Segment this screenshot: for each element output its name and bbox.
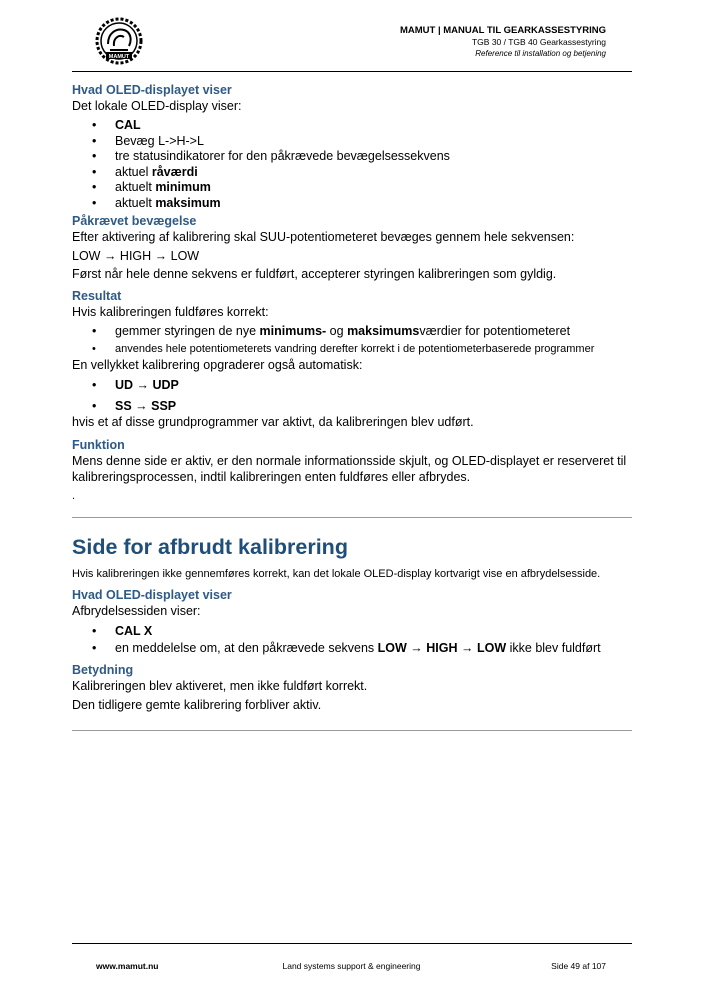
function-heading: Funktion — [72, 438, 125, 452]
list-item: • CAL — [72, 118, 632, 134]
svg-text:MAMUT: MAMUT — [108, 53, 130, 60]
abort-list — [72, 624, 632, 656]
upgrade-list — [72, 378, 632, 414]
page-header — [400, 25, 606, 59]
list-item: • aktuel råværdi — [72, 165, 632, 181]
header-subtitle: TGB 30 / TGB 40 Gearkassestyring — [471, 37, 606, 47]
footer-tagline: Land systems support & engineering — [282, 961, 421, 971]
list-item: • UD → UDP — [72, 378, 632, 394]
upgrade-intro: En vellykket kalibrering opgraderer også automatisk: — [72, 358, 363, 372]
section-divider — [72, 517, 632, 518]
section-divider — [72, 730, 632, 731]
list-item: • aktuelt minimum — [72, 180, 632, 196]
section-intro: Hvis kalibreringen ikke gennemføres korrekt, kan det lokale OLED-display kortvarigt vise en afbrydelsesside. — [72, 568, 601, 580]
list-item: • tre statusindikatorer for den påkrævede bevægelsessekvens — [72, 149, 632, 165]
meaning-text: Kalibreringen blev aktiveret, men ikke fuldført korrekt. — [72, 679, 368, 693]
abort-oled-heading: Hvad OLED-displayet viser — [72, 588, 232, 602]
mamut-gear-logo-icon — [94, 16, 144, 66]
list-item: • CAL X — [72, 624, 632, 640]
result-heading: Resultat — [72, 289, 122, 303]
header-title: MAMUT | MANUAL TIL GEARKASSESTYRING — [399, 25, 606, 36]
page-content — [72, 82, 632, 731]
stray-dot: . — [72, 490, 76, 502]
list-item: • en meddelelse om, at den påkrævede sekvens LOW → HIGH → LOW ikke blev fuldført — [72, 641, 632, 657]
motion-heading: Påkrævet bevægelse — [72, 214, 197, 228]
header-divider — [72, 71, 632, 72]
result-intro: Hvis kalibreringen fuldføres korrekt: — [72, 305, 269, 319]
section-title: Side for afbrudt kalibrering — [72, 535, 348, 559]
meaning-note: Den tidligere gemte kalibrering forbliver aktiv. — [72, 698, 322, 712]
footer-divider — [72, 943, 632, 944]
motion-note: Først når hele denne sekvens er fuldført, accepterer styringen kalibreringen som gyldig. — [72, 267, 557, 281]
motion-text: Efter aktivering af kalibrering skal SUU-potentiometeret bevæges gennem hele sekvensen: — [72, 230, 575, 244]
abort-oled-intro: Afbrydelsessiden viser: — [72, 604, 201, 618]
meaning-heading: Betydning — [72, 663, 134, 677]
list-item: • anvendes hele potentiometerets vandring derefter korrekt i de potentiometerbaserede programmer — [72, 342, 632, 358]
list-item: • gemmer styringen de nye minimums- og maksimumsværdier for potentiometeret — [72, 324, 632, 340]
footer-website: www.mamut.nu — [96, 961, 159, 971]
footer-page-number: Side 49 af 107 — [551, 961, 606, 971]
result-list — [72, 324, 632, 357]
oled-list — [72, 118, 632, 211]
oled-intro: Det lokale OLED-display viser: — [72, 99, 242, 113]
oled-heading: Hvad OLED-displayet viser — [72, 83, 232, 97]
upgrade-note: hvis et af disse grundprogrammer var aktivt, da kalibreringen blev udført. — [72, 415, 474, 429]
list-item: • aktuelt maksimum — [72, 196, 632, 212]
list-item: • Bevæg L->H->L — [72, 134, 632, 150]
function-text: Mens denne side er aktiv, er den normale informationsside skjult, og OLED-displayet er reserveret til kalibreringsprocessen, indtil kalibreringen enten fuldføres eller afbrydes. — [72, 454, 627, 484]
header-subtitle2: Reference til installation og betjening — [475, 49, 606, 58]
list-item: • SS → SSP — [72, 399, 632, 415]
motion-sequence: LOW → HIGH → LOW — [72, 249, 200, 263]
